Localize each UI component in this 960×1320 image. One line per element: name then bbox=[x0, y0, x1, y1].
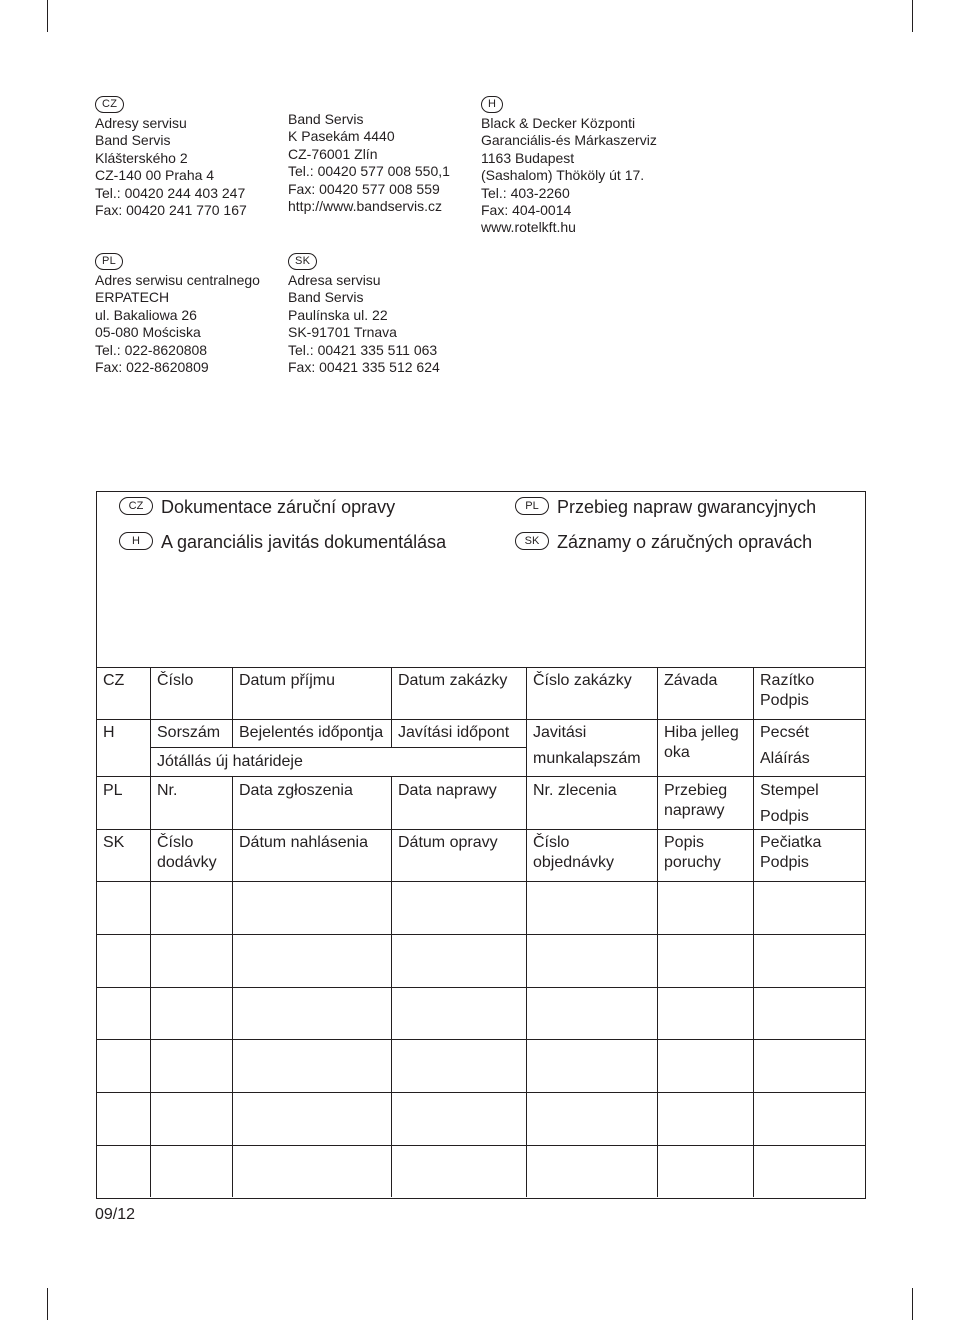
address-line: CZ-76001 Zlín bbox=[288, 145, 378, 162]
address-line: ERPATECH bbox=[95, 289, 170, 306]
table-cell: Data naprawy bbox=[398, 782, 497, 799]
table-row-divider bbox=[96, 719, 865, 720]
language-badge-sk: SK bbox=[288, 253, 317, 270]
address-block-cz-2 bbox=[288, 111, 450, 215]
table-cell: Data zgłoszenia bbox=[239, 782, 353, 799]
language-badge-pl: PL bbox=[95, 253, 123, 270]
address-line: SK-91701 Trnava bbox=[288, 324, 397, 341]
table-cell: Javítási időpont bbox=[398, 724, 510, 741]
address-line: Fax: 00421 335 512 624 bbox=[288, 359, 440, 376]
table-cell: Nr. zlecenia bbox=[533, 782, 617, 799]
address-block-pl bbox=[95, 251, 260, 376]
address-line: Black & Decker Központi bbox=[481, 115, 636, 131]
crop-mark-bottom-left bbox=[47, 1288, 48, 1320]
table-cell: Datum příjmu bbox=[239, 672, 336, 689]
address-line: 05-080 Mościska bbox=[95, 324, 201, 341]
table-column-divider bbox=[526, 667, 527, 1197]
table-cell: Datum zakázky bbox=[398, 672, 508, 689]
table-column-divider bbox=[657, 667, 658, 1197]
table-column-divider bbox=[753, 667, 754, 1197]
address-line: Tel.: 022-8620808 bbox=[95, 341, 208, 358]
table-row-divider bbox=[96, 829, 865, 830]
table-row-lang-pl: PL bbox=[103, 782, 123, 799]
table-row-divider bbox=[96, 934, 865, 935]
table-cell: Dátum nahlásenia bbox=[239, 834, 368, 851]
address-block-cz bbox=[95, 94, 247, 219]
table-cell: Sorszám bbox=[157, 724, 221, 741]
table-cell: Podpis bbox=[760, 692, 809, 709]
address-line: Adresy servisu bbox=[95, 115, 187, 131]
table-column-divider bbox=[391, 776, 392, 1197]
table-cell: Číslo zakázky bbox=[533, 672, 632, 689]
address-line: Tel.: 00421 335 511 063 bbox=[288, 341, 438, 358]
table-cell: Javitási bbox=[533, 724, 587, 741]
heading-pl bbox=[515, 496, 816, 518]
language-badge-sk: SK bbox=[515, 532, 549, 550]
address-line: Paulínska ul. 22 bbox=[288, 306, 388, 323]
table-cell: munkalapszám bbox=[533, 750, 641, 767]
heading-sk bbox=[515, 531, 812, 553]
table-row-divider bbox=[96, 987, 865, 988]
heading-cz bbox=[119, 496, 395, 518]
address-line: Tel.: 00420 577 008 550,1 bbox=[288, 163, 450, 180]
table-row-lang-h: H bbox=[103, 724, 115, 741]
table-cell: Závada bbox=[664, 672, 718, 689]
table-cell: Podpis bbox=[760, 854, 809, 871]
table-row-divider bbox=[150, 747, 526, 748]
table-cell: Pečiatka bbox=[760, 834, 822, 851]
heading-text: Záznamy o záručných opravách bbox=[557, 532, 813, 552]
address-line: Band Servis bbox=[288, 289, 364, 306]
address-line: Fax: 00420 241 770 167 bbox=[95, 202, 247, 219]
table-column-divider bbox=[232, 667, 233, 748]
table-cell: Bejelentés időpontja bbox=[239, 724, 384, 741]
table-row-divider bbox=[96, 1092, 865, 1093]
address-line: ul. Bakaliowa 26 bbox=[95, 306, 197, 323]
address-block-h bbox=[481, 94, 657, 237]
crop-mark-bottom-right bbox=[912, 1288, 913, 1320]
table-row-divider bbox=[96, 1145, 865, 1146]
heading-text: Przebieg napraw gwarancyjnych bbox=[557, 497, 817, 517]
crop-mark-top-left bbox=[47, 0, 48, 32]
table-cell: Číslo bbox=[157, 834, 194, 851]
table-row-divider bbox=[96, 881, 865, 882]
table-cell: Aláírás bbox=[760, 750, 810, 767]
table-cell: poruchy bbox=[664, 854, 721, 871]
address-line: Fax: 022-8620809 bbox=[95, 359, 209, 376]
address-line: Tel.: 00420 244 403 247 bbox=[95, 184, 246, 201]
table-cell: Hiba jelleg bbox=[664, 724, 739, 741]
address-line: Adresa servisu bbox=[288, 272, 381, 288]
address-line: 1163 Budapest bbox=[481, 149, 575, 166]
table-cell: naprawy bbox=[664, 802, 725, 819]
table-row-lang-cz: CZ bbox=[103, 672, 125, 689]
address-line: www.rotelkft.hu bbox=[481, 219, 576, 236]
address-line: (Sashalom) Thököly út 17. bbox=[481, 167, 645, 184]
table-cell: Dátum opravy bbox=[398, 834, 498, 851]
address-line: http://www.bandservis.cz bbox=[288, 198, 443, 215]
address-line: CZ-140 00 Praha 4 bbox=[95, 167, 215, 184]
heading-h bbox=[119, 531, 446, 553]
table-cell: Razítko bbox=[760, 672, 815, 689]
table-cell: Stempel bbox=[760, 782, 819, 799]
table-cell: objednávky bbox=[533, 854, 614, 871]
table-cell: Przebieg bbox=[664, 782, 728, 799]
language-badge-cz: CZ bbox=[95, 96, 124, 113]
table-cell: oka bbox=[664, 744, 690, 761]
table-row-lang-sk: SK bbox=[103, 834, 125, 851]
table-cell: Pecsét bbox=[760, 724, 809, 741]
address-line: Garanciális-és Márkaszerviz bbox=[481, 132, 657, 149]
language-badge-h: H bbox=[119, 532, 153, 550]
address-block-sk bbox=[288, 251, 440, 376]
heading-text: A garanciális javitás dokumentálása bbox=[161, 532, 447, 552]
document-code: 09/12 bbox=[95, 1206, 136, 1223]
language-badge-pl: PL bbox=[515, 497, 549, 515]
table-cell: Nr. bbox=[157, 782, 178, 799]
address-line: K Pasekám 4440 bbox=[288, 128, 395, 145]
address-line: Fax: 404-0014 bbox=[481, 202, 572, 219]
address-line: Tel.: 403-2260 bbox=[481, 184, 570, 201]
address-line: Fax: 00420 577 008 559 bbox=[288, 180, 440, 197]
language-badge-cz: CZ bbox=[119, 497, 153, 515]
heading-text: Dokumentace záruční opravy bbox=[161, 497, 396, 517]
table-cell: Číslo bbox=[157, 672, 194, 689]
table-row-divider bbox=[96, 776, 865, 777]
table-cell: Popis bbox=[664, 834, 705, 851]
address-line: Klášterského 2 bbox=[95, 149, 188, 166]
table-cell: dodávky bbox=[157, 854, 217, 871]
table-column-divider bbox=[150, 667, 151, 1197]
address-line: Adres serwisu centralnego bbox=[95, 272, 260, 288]
table-cell: Jótállás új határideje bbox=[157, 753, 303, 770]
address-line: Band Servis bbox=[288, 111, 364, 127]
table-border-top bbox=[96, 667, 865, 668]
address-line: Band Servis bbox=[95, 132, 171, 149]
table-column-divider bbox=[232, 776, 233, 1197]
table-row-divider bbox=[96, 1039, 865, 1040]
table-cell: Podpis bbox=[760, 808, 809, 825]
crop-mark-top-right bbox=[912, 0, 913, 32]
table-cell: Číslo bbox=[533, 834, 570, 851]
table-column-divider bbox=[391, 667, 392, 748]
language-badge-h: H bbox=[481, 96, 503, 113]
